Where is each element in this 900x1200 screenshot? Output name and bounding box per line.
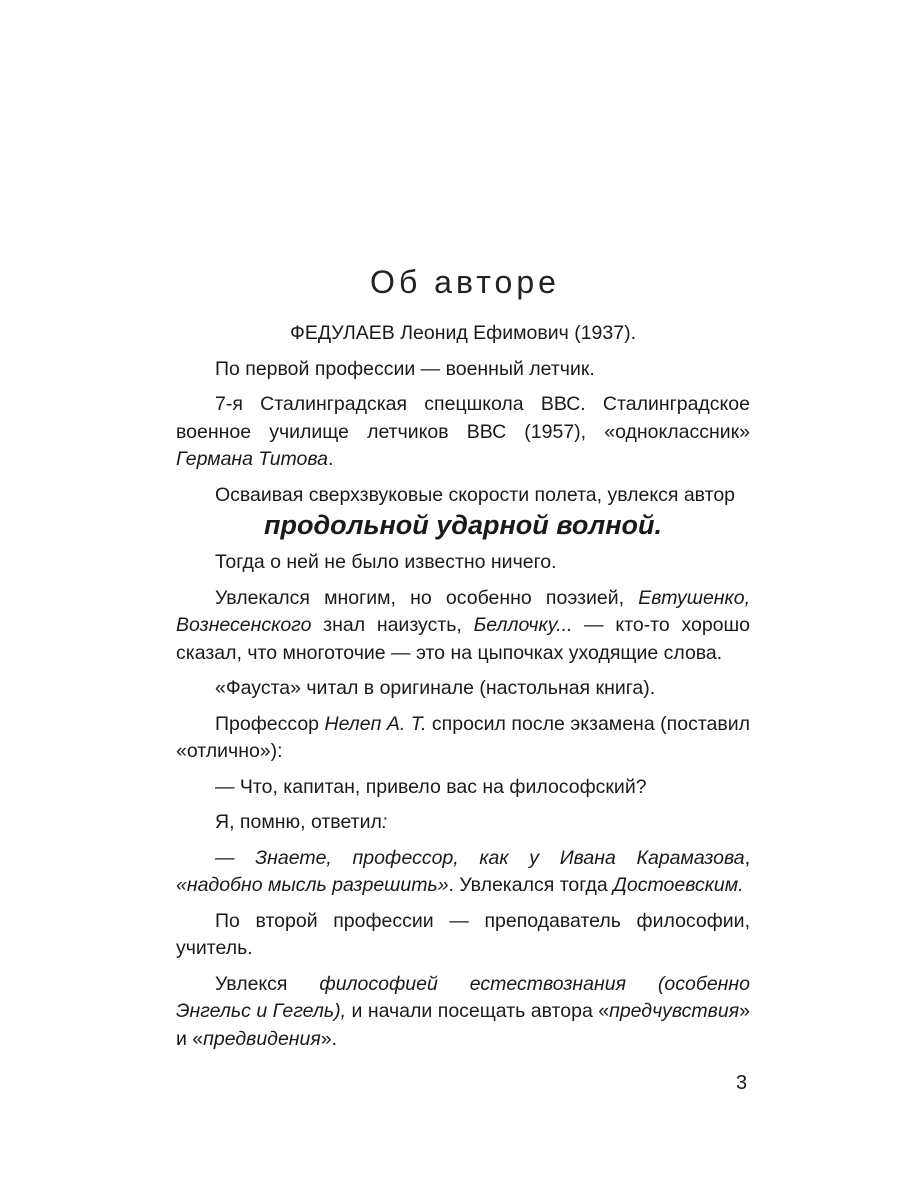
paragraph: Я, помню, ответил: (215, 811, 388, 833)
body-text (176, 320, 750, 1061)
paragraph: По второй профессии — преподаватель философии, учитель. (176, 909, 750, 959)
paragraph: 7-я Сталинградская спецшкола ВВС. Сталинградское военное училище летчиков ВВС (1957), «одноклассник» Германа Титова. (176, 393, 750, 470)
paragraph: Увлекался многим, но особенно поэзией, Евтушенко, Вознесенского знал наизусть, Беллочку... — кто-то хорошо сказал, что многоточие — это на цыпочках уходящие слова. (176, 586, 751, 664)
paragraph: Увлекся философией естествознания (особенно Энгельс и Гегель), и начали посещать автора «предчувствия» и «предвидения». (176, 972, 750, 1050)
paragraph: — Знаете, профессор, как у Ивана Карамазова, «надобно мысль разрешить». Увлекался тогда Достоевским. (176, 846, 750, 896)
emphasized-phrase: продольной ударной волной. (263, 510, 662, 540)
paragraph: По первой профессии — военный летчик. (215, 357, 595, 380)
paragraph: — Что, капитан, привело вас на философский? (215, 775, 647, 798)
page-title: Об авторе (370, 264, 560, 300)
paragraph: «Фауста» читал в оригинале (настольная книга). (215, 677, 656, 699)
paragraph-author-name: ФЕДУЛАЕВ Леонид Ефимович (1937). (290, 322, 636, 344)
paragraph: Осваивая сверхзвуковые скорости полета, увлекся автор (215, 483, 736, 506)
page-number: 3 (736, 1072, 748, 1094)
paragraph: Профессор Нелеп А. Т. спросил после экзамена (поставил «отлично»): (176, 712, 750, 762)
paragraph: Тогда о ней не было известно ничего. (215, 551, 557, 573)
